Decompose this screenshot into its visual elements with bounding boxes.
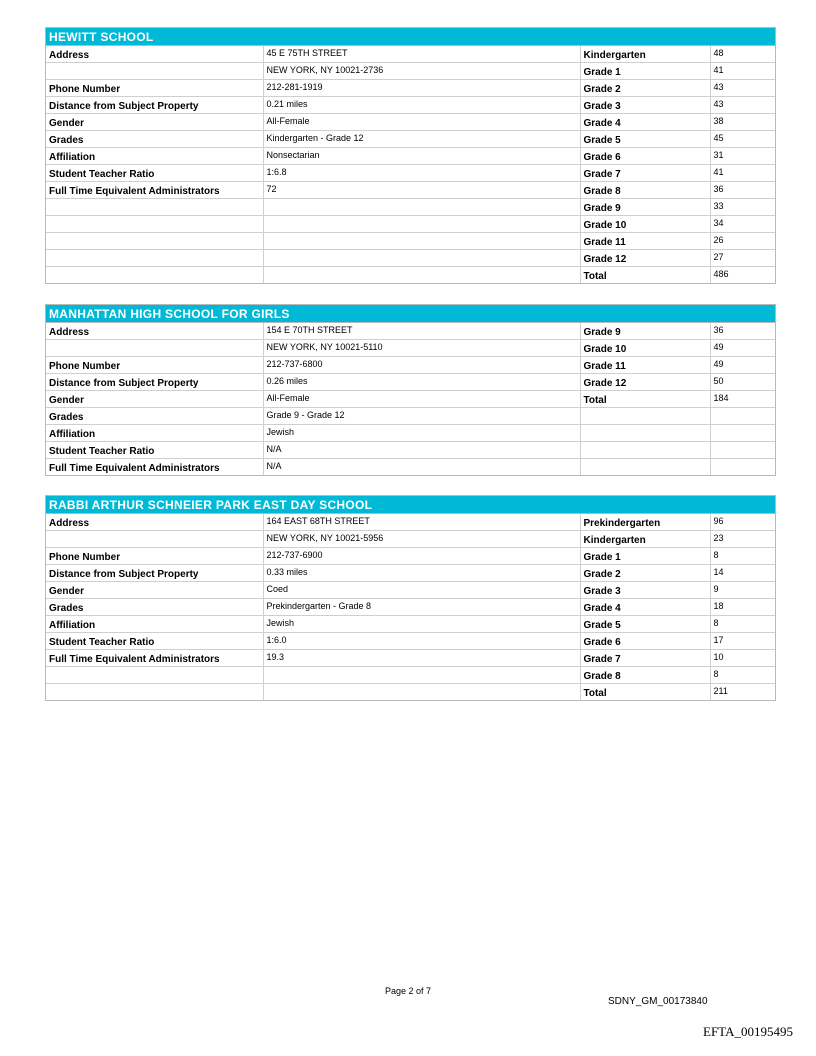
info-label: Phone Number bbox=[46, 357, 263, 374]
info-value: 19.3 bbox=[263, 650, 580, 667]
info-value: 1:6.0 bbox=[263, 633, 580, 650]
grade-count bbox=[710, 408, 775, 425]
info-label: Gender bbox=[46, 114, 263, 131]
table-row bbox=[46, 267, 775, 284]
grade-label: Kindergarten bbox=[580, 46, 710, 63]
grade-count: 38 bbox=[710, 114, 775, 131]
grade-label: Grade 5 bbox=[580, 131, 710, 148]
table-row bbox=[46, 616, 775, 633]
grade-label: Grade 12 bbox=[580, 250, 710, 267]
info-label: Distance from Subject Property bbox=[46, 97, 263, 114]
info-label: Address bbox=[46, 514, 263, 531]
info-value: Kindergarten - Grade 12 bbox=[263, 131, 580, 148]
grade-label: Grade 3 bbox=[580, 582, 710, 599]
document-id: SDNY_GM_00173840 bbox=[608, 996, 708, 1007]
grade-label bbox=[580, 459, 710, 476]
info-label bbox=[46, 216, 263, 233]
table-row bbox=[46, 684, 775, 701]
info-value: NEW YORK, NY 10021-2736 bbox=[263, 63, 580, 80]
table-row bbox=[46, 182, 775, 199]
table-row bbox=[46, 131, 775, 148]
school-name: RABBI ARTHUR SCHNEIER PARK EAST DAY SCHOOL bbox=[46, 496, 775, 514]
info-value: 1:6.8 bbox=[263, 165, 580, 182]
school-table bbox=[46, 514, 775, 700]
grade-count: 17 bbox=[710, 633, 775, 650]
info-label bbox=[46, 199, 263, 216]
table-row bbox=[46, 63, 775, 80]
info-label: Phone Number bbox=[46, 548, 263, 565]
info-label: Student Teacher Ratio bbox=[46, 633, 263, 650]
grade-label: Grade 7 bbox=[580, 165, 710, 182]
info-value bbox=[263, 250, 580, 267]
info-value: 154 E 70TH STREET bbox=[263, 323, 580, 340]
table-row bbox=[46, 357, 775, 374]
info-value: Coed bbox=[263, 582, 580, 599]
grade-label bbox=[580, 425, 710, 442]
grade-label: Grade 7 bbox=[580, 650, 710, 667]
info-value: All-Female bbox=[263, 391, 580, 408]
info-value bbox=[263, 267, 580, 284]
info-label bbox=[46, 531, 263, 548]
grade-label bbox=[580, 408, 710, 425]
info-value: All-Female bbox=[263, 114, 580, 131]
info-label: Full Time Equivalent Administrators bbox=[46, 459, 263, 476]
grade-label: Grade 8 bbox=[580, 667, 710, 684]
table-row bbox=[46, 374, 775, 391]
grade-count: 48 bbox=[710, 46, 775, 63]
grade-count: 14 bbox=[710, 565, 775, 582]
school-name: HEWITT SCHOOL bbox=[46, 28, 775, 46]
efta-stamp: EFTA_00195495 bbox=[703, 1024, 793, 1039]
school-block-park-east bbox=[45, 495, 776, 701]
info-label bbox=[46, 267, 263, 284]
grade-total-label: Total bbox=[580, 267, 710, 284]
table-row bbox=[46, 667, 775, 684]
table-row bbox=[46, 514, 775, 531]
grade-count: 27 bbox=[710, 250, 775, 267]
grade-count: 45 bbox=[710, 131, 775, 148]
table-row bbox=[46, 391, 775, 408]
info-label: Distance from Subject Property bbox=[46, 565, 263, 582]
info-label bbox=[46, 684, 263, 701]
grade-label: Grade 2 bbox=[580, 565, 710, 582]
table-row bbox=[46, 633, 775, 650]
info-value: 164 EAST 68TH STREET bbox=[263, 514, 580, 531]
grade-total-count: 486 bbox=[710, 267, 775, 284]
grade-label: Kindergarten bbox=[580, 531, 710, 548]
table-row bbox=[46, 114, 775, 131]
info-value: NEW YORK, NY 10021-5110 bbox=[263, 340, 580, 357]
info-label: Affiliation bbox=[46, 425, 263, 442]
grade-count: 41 bbox=[710, 165, 775, 182]
info-value: N/A bbox=[263, 459, 580, 476]
info-value bbox=[263, 199, 580, 216]
info-value: 0.33 miles bbox=[263, 565, 580, 582]
grade-total-count: 184 bbox=[710, 391, 775, 408]
grade-label: Grade 10 bbox=[580, 340, 710, 357]
grade-label: Prekindergarten bbox=[580, 514, 710, 531]
info-label: Student Teacher Ratio bbox=[46, 165, 263, 182]
grade-count bbox=[710, 459, 775, 476]
info-label: Full Time Equivalent Administrators bbox=[46, 650, 263, 667]
grade-count: 34 bbox=[710, 216, 775, 233]
grade-total-label: Total bbox=[580, 684, 710, 701]
table-row bbox=[46, 250, 775, 267]
table-row bbox=[46, 199, 775, 216]
info-value: 72 bbox=[263, 182, 580, 199]
grade-label: Grade 1 bbox=[580, 548, 710, 565]
grade-label: Grade 6 bbox=[580, 148, 710, 165]
grade-count: 9 bbox=[710, 582, 775, 599]
school-block-hewitt bbox=[45, 27, 776, 284]
grade-label: Grade 4 bbox=[580, 599, 710, 616]
info-label: Distance from Subject Property bbox=[46, 374, 263, 391]
info-value: N/A bbox=[263, 442, 580, 459]
grade-label: Grade 11 bbox=[580, 233, 710, 250]
grade-label: Grade 9 bbox=[580, 199, 710, 216]
grade-label: Grade 2 bbox=[580, 80, 710, 97]
info-label: Affiliation bbox=[46, 616, 263, 633]
table-row bbox=[46, 148, 775, 165]
info-value: Grade 9 - Grade 12 bbox=[263, 408, 580, 425]
grade-label: Grade 12 bbox=[580, 374, 710, 391]
table-row bbox=[46, 216, 775, 233]
info-value: 0.26 miles bbox=[263, 374, 580, 391]
grade-count: 49 bbox=[710, 340, 775, 357]
info-value: Jewish bbox=[263, 425, 580, 442]
grade-count: 49 bbox=[710, 357, 775, 374]
school-table bbox=[46, 323, 775, 475]
grade-count: 18 bbox=[710, 599, 775, 616]
info-value: Prekindergarten - Grade 8 bbox=[263, 599, 580, 616]
table-row bbox=[46, 323, 775, 340]
grade-count: 23 bbox=[710, 531, 775, 548]
table-row bbox=[46, 548, 775, 565]
table-row bbox=[46, 46, 775, 63]
page-number: Page 2 of 7 bbox=[384, 986, 432, 996]
grade-total-count: 211 bbox=[710, 684, 775, 701]
grade-label: Grade 3 bbox=[580, 97, 710, 114]
table-row bbox=[46, 408, 775, 425]
info-value: 45 E 75TH STREET bbox=[263, 46, 580, 63]
info-label: Grades bbox=[46, 408, 263, 425]
grade-total-label: Total bbox=[580, 391, 710, 408]
info-value: 212-737-6900 bbox=[263, 548, 580, 565]
grade-count: 26 bbox=[710, 233, 775, 250]
grade-count: 36 bbox=[710, 323, 775, 340]
grade-count: 50 bbox=[710, 374, 775, 391]
info-label: Full Time Equivalent Administrators bbox=[46, 182, 263, 199]
info-value: 212-737-6800 bbox=[263, 357, 580, 374]
grade-count: 8 bbox=[710, 616, 775, 633]
info-value bbox=[263, 233, 580, 250]
info-value bbox=[263, 684, 580, 701]
table-row bbox=[46, 340, 775, 357]
info-label bbox=[46, 667, 263, 684]
table-row bbox=[46, 80, 775, 97]
info-label: Gender bbox=[46, 391, 263, 408]
info-label: Phone Number bbox=[46, 80, 263, 97]
info-value bbox=[263, 667, 580, 684]
grade-count: 8 bbox=[710, 548, 775, 565]
info-label bbox=[46, 233, 263, 250]
school-name: MANHATTAN HIGH SCHOOL FOR GIRLS bbox=[46, 305, 775, 323]
info-value: NEW YORK, NY 10021-5956 bbox=[263, 531, 580, 548]
table-row bbox=[46, 442, 775, 459]
grade-count: 10 bbox=[710, 650, 775, 667]
table-row bbox=[46, 459, 775, 476]
grade-count bbox=[710, 442, 775, 459]
info-label: Gender bbox=[46, 582, 263, 599]
grade-label: Grade 9 bbox=[580, 323, 710, 340]
grade-label bbox=[580, 442, 710, 459]
table-row bbox=[46, 582, 775, 599]
info-value: Jewish bbox=[263, 616, 580, 633]
info-label bbox=[46, 340, 263, 357]
table-row bbox=[46, 165, 775, 182]
school-block-manhattan-high bbox=[45, 304, 776, 476]
grade-count: 31 bbox=[710, 148, 775, 165]
grade-label: Grade 1 bbox=[580, 63, 710, 80]
grade-count: 43 bbox=[710, 80, 775, 97]
table-row bbox=[46, 97, 775, 114]
table-row bbox=[46, 650, 775, 667]
table-row bbox=[46, 565, 775, 582]
table-row bbox=[46, 531, 775, 548]
table-row bbox=[46, 233, 775, 250]
grade-count: 96 bbox=[710, 514, 775, 531]
info-label: Grades bbox=[46, 599, 263, 616]
table-row bbox=[46, 425, 775, 442]
grade-count bbox=[710, 425, 775, 442]
grade-label: Grade 6 bbox=[580, 633, 710, 650]
info-value: Nonsectarian bbox=[263, 148, 580, 165]
grade-label: Grade 5 bbox=[580, 616, 710, 633]
info-label bbox=[46, 63, 263, 80]
info-label: Grades bbox=[46, 131, 263, 148]
info-label: Address bbox=[46, 46, 263, 63]
info-value: 212-281-1919 bbox=[263, 80, 580, 97]
grade-label: Grade 10 bbox=[580, 216, 710, 233]
grade-count: 33 bbox=[710, 199, 775, 216]
info-value bbox=[263, 216, 580, 233]
grade-count: 8 bbox=[710, 667, 775, 684]
grade-label: Grade 11 bbox=[580, 357, 710, 374]
grade-count: 41 bbox=[710, 63, 775, 80]
info-value: 0.21 miles bbox=[263, 97, 580, 114]
info-label bbox=[46, 250, 263, 267]
grade-count: 43 bbox=[710, 97, 775, 114]
grade-label: Grade 8 bbox=[580, 182, 710, 199]
info-label: Student Teacher Ratio bbox=[46, 442, 263, 459]
grade-count: 36 bbox=[710, 182, 775, 199]
grade-label: Grade 4 bbox=[580, 114, 710, 131]
school-table bbox=[46, 46, 775, 283]
info-label: Address bbox=[46, 323, 263, 340]
info-label: Affiliation bbox=[46, 148, 263, 165]
table-row bbox=[46, 599, 775, 616]
